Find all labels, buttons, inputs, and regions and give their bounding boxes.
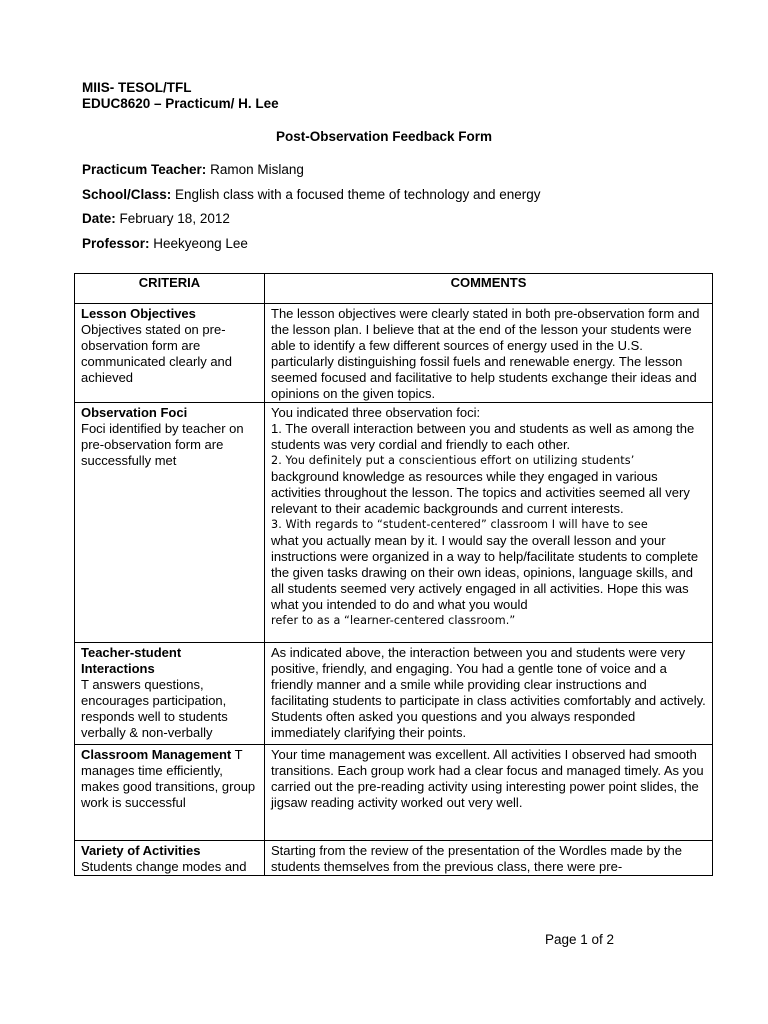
date-label: Date: <box>82 211 116 226</box>
criteria-title: Classroom Management <box>81 747 232 762</box>
criteria-title: Observation Foci <box>81 405 188 420</box>
school-row <box>82 187 541 212</box>
professor-row <box>82 236 541 261</box>
professor-value: Heekyeong Lee <box>153 235 248 251</box>
school-label: School/Class: <box>82 186 172 202</box>
criteria-desc: Students change modes and <box>81 859 247 874</box>
criteria-cell <box>75 745 265 841</box>
course-header <box>82 80 279 112</box>
criteria-desc: Objectives stated on pre-observation form are communicated clearly and achieved <box>81 322 233 385</box>
comment-cell <box>265 403 713 643</box>
foci-point-1: 1. The overall interaction between you and students as well as among the students was very cordial and friendly to each other. <box>271 421 695 452</box>
page-number: Page 1 of 2 <box>545 932 615 947</box>
foci-point-3-lead: 3. With regards to “student-centered” classroom I will have to see <box>271 518 648 531</box>
comment-cell: As indicated above, the interaction between you and students were very positive, friendly, and engaging. You had a gentle tone of voice and a friendly manner and a smile while providing clear instructions and facilitating students to participate in class activities comfortably and actively. Students often asked you questions and you always responded immediately clarifying their points. <box>265 643 713 745</box>
foci-point-3-body: what you actually mean by it. I would say the overall lesson and your instructions were organized in a way to help/facilitate students to complete the given tasks drawing on their own ideas, opinions, language skills, and all students seemed very actively engaged in all activities. Hope this was what you intended to do and what you would <box>271 533 699 612</box>
criteria-cell <box>75 403 265 643</box>
foci-point-2-lead: 2. You definitely put a conscientious effort on utilizing students’ <box>271 454 635 467</box>
criteria-cell <box>75 841 265 876</box>
criteria-cell <box>75 304 265 403</box>
criteria-desc: T manages time efficiently, makes good transitions, group work is successful <box>81 747 256 810</box>
criteria-title: Teacher-student Interactions <box>81 645 182 676</box>
form-meta <box>82 162 541 260</box>
foci-intro: You indicated three observation foci: <box>271 405 481 420</box>
comment-cell: The lesson objectives were clearly stated in both pre-observation form and the lesson plan. I believe that at the end of the lesson your students were able to identify a few different sources of energy used in the U.S. particularly distinguishing fossil fuels and renewable energy. The lesson seemed focused and facilitative to help students exchange their ideas and opinions on the given topics. <box>265 304 713 403</box>
foci-point-2-body: background knowledge as resources while they engaged in various activities throughout the lesson. The topics and activities seemed all very relevant to their academic backgrounds and current interests. <box>271 469 690 516</box>
teacher-row <box>82 162 541 187</box>
comment-cell: Your time management was excellent. All activities I observed had smooth transitions. Each group work had a clear focus and managed timely. As you carried out the pre-reading activity using interesting power point slides, the jigsaw reading activity worked out very well. <box>265 745 713 841</box>
comment-text: Starting from the review of the presentation of the Wordles made by the students themselves from the previous class, there were pre- <box>271 843 682 874</box>
foci-point-3-tail: refer to as a “learner-centered classroom.” <box>271 614 516 627</box>
criteria-desc: T answers questions, encourages participation, responds well to students verbally & non-verbally <box>81 677 228 740</box>
table-row <box>75 643 713 745</box>
criteria-title: Lesson Objectives <box>81 306 196 321</box>
criteria-desc: Foci identified by teacher on pre-observation form are successfully met <box>81 421 244 468</box>
table-row <box>75 403 713 643</box>
school-value: English class with a focused theme of technology and energy <box>175 186 541 202</box>
date-value: February 18, 2012 <box>119 211 230 226</box>
table-row <box>75 841 713 876</box>
program-line: MIIS- TESOL/TFL <box>82 80 192 95</box>
criteria-cell <box>75 643 265 745</box>
professor-label: Professor: <box>82 235 150 251</box>
feedback-table <box>74 273 713 876</box>
date-row <box>82 211 541 236</box>
table-row <box>75 304 713 403</box>
course-line: EDUC8620 – Practicum/ H. Lee <box>82 96 279 111</box>
teacher-label: Practicum Teacher: <box>82 162 207 177</box>
table-header-row <box>75 274 713 304</box>
comments-header: COMMENTS <box>265 274 713 304</box>
table-row <box>75 745 713 841</box>
comment-cell <box>265 841 713 876</box>
form-title: Post-Observation Feedback Form <box>275 129 493 144</box>
criteria-header: CRITERIA <box>75 274 265 304</box>
criteria-title: Variety of Activities <box>81 843 201 858</box>
teacher-value: Ramon Mislang <box>210 162 304 177</box>
